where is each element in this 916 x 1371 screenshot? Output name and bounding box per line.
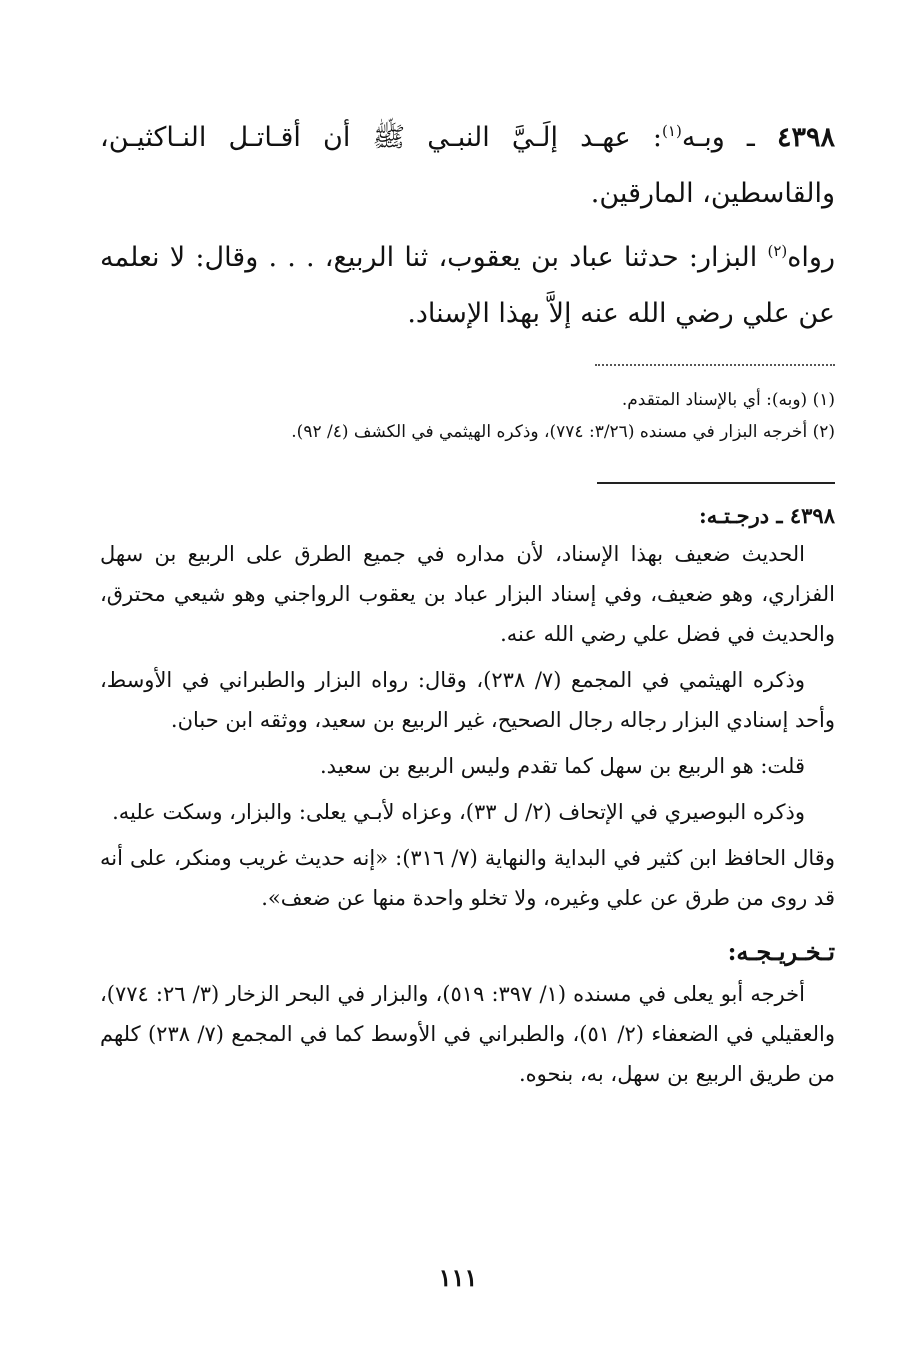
daraja-heading: ٤٣٩٨ ـ درجـتـه:	[698, 503, 835, 528]
footnote-ref-1: (١)	[662, 122, 682, 140]
page-body	[100, 110, 835, 1100]
daraja-paragraph-1: الحديث ضعيف بهذا الإسناد، لأن مداره في جميع الطرق على الربيع بن سهل الفزاري، وهو ضعيف، وفي إسناد البزار عباد بن يعقوب الرواجني وهو شيعي محترق، والحديث في فضل علي رضي الله عنه.	[100, 542, 835, 646]
hadith-intro: وبـه	[681, 122, 725, 153]
hadith-dash: ـ	[724, 122, 777, 153]
hadith-matn: : عهـد إلَـيَّ النبـي ﷺ أن أقـاتـل النـاكثيـن، والقاسطين، المارقين.	[100, 122, 835, 209]
takhrij-heading: تـخـريـجـه:	[727, 937, 835, 966]
daraja-paragraph-3: قلت: هو الربيع بن سهل كما تقدم وليس الربيع بن سعيد.	[320, 754, 805, 778]
footnotes	[100, 384, 835, 448]
hadith-text	[100, 110, 835, 222]
takhrij-paragraph-1: أخرجه أبو يعلى في مسنده (١/ ٣٩٧: ٥١٩)، والبزار في البحر الزخار (٣/ ٢٦: ٧٧٤)، والعقيلي في الضعفاء (٢/ ٥١)، والطبراني في الأوسط كما في المجمع (٧/ ٢٣٨) كلهم من طريق الربيع بن سهل، به، بنحوه.	[100, 982, 835, 1086]
footnote-ref-2: (٢)	[767, 242, 788, 260]
footnote-1: (١) (وبه): أي بالإسناد المتقدم.	[621, 390, 835, 410]
riwaya-body: البزار: حدثنا عباد بن يعقوب، ثنا الربيع، . . . وقال: لا نعلمه عن علي رضي الله عنه إلاَّ بهذا الإسناد.	[100, 242, 835, 329]
daraja-paragraph-4: وذكره البوصيري في الإتحاف (٢/ ل ٣٣)، وعزاه لأبـي يعلى: والبزار، وسكت عليه.	[112, 800, 805, 824]
footnote-2: (٢) أخرجه البزار في مسنده (٣/٢٦: ٧٧٤)، وذكره الهيثمي في الكشف (٤/ ٩٢).	[291, 422, 835, 442]
footnote-divider	[595, 364, 835, 366]
riwaya-lead: رواه	[787, 242, 835, 273]
daraja-paragraph-2: وذكره الهيثمي في المجمع (٧/ ٢٣٨)، وقال: رواه البزار والطبراني في الأوسط، وأحد إسنادي البزار رجاله رجال الصحيح، غير الربيع بن سعيد، ووثقه ابن حبان.	[100, 668, 835, 732]
section-separator	[597, 482, 835, 484]
page-number: ١١١	[438, 1263, 478, 1292]
daraja-paragraph-5: وقال الحافظ ابن كثير في البداية والنهاية (٧/ ٣١٦): «إنه حديث غريب ومنكر، على أنه قد روى من طرق عن علي وغيره، ولا تخلو واحدة منها عن ضعف».	[100, 846, 835, 910]
riwaya-text	[100, 230, 835, 342]
hadith-number: ٤٣٩٨	[776, 122, 835, 153]
